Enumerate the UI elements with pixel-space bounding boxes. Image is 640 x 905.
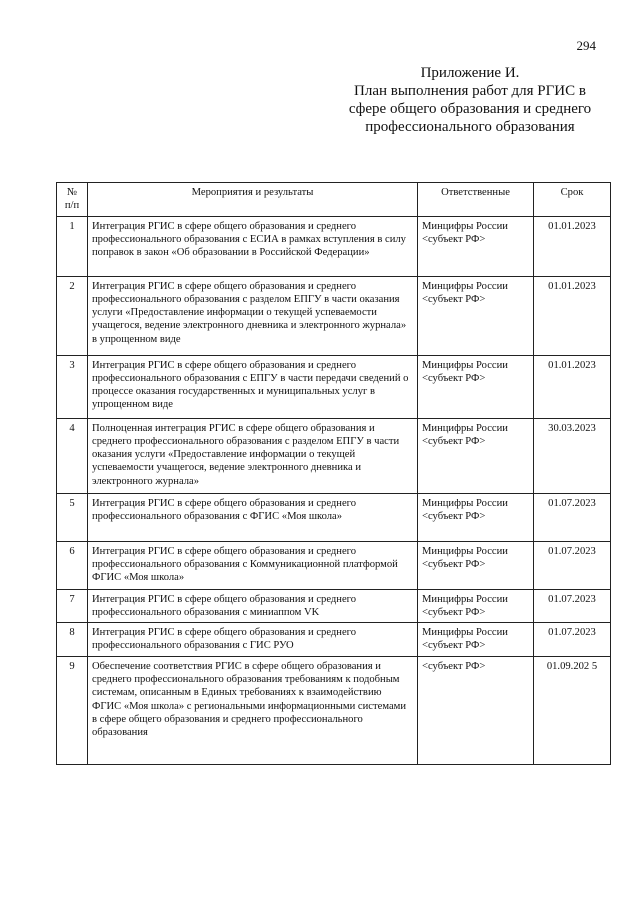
row-responsible: Минцифры России <субъект РФ> xyxy=(418,276,534,355)
row-deadline: 01.07.2023 xyxy=(534,541,611,589)
plan-table xyxy=(56,182,611,765)
table-row xyxy=(57,493,611,541)
appendix-title: Приложение И. xyxy=(420,65,520,81)
row-number: 8 xyxy=(57,623,88,657)
row-deadline: 01.01.2023 xyxy=(534,355,611,418)
row-deadline: 01.07.2023 xyxy=(534,493,611,541)
row-number: 9 xyxy=(57,656,88,764)
header-number xyxy=(57,183,88,217)
table-row xyxy=(57,276,611,355)
row-activity: Обеспечение соответствия РГИС в сфере общего образования и среднего профессионального образования требованиям к подобным системам, описанным в Единых требованиях к взаимодействию ФГИС «Моя школа» с региональными информационными системами в сфере общего образования и среднего профессионального образования xyxy=(88,656,418,764)
row-deadline: 01.01.2023 xyxy=(534,216,611,276)
table-row xyxy=(57,418,611,493)
page-number: 294 xyxy=(576,38,596,53)
header-responsible: Ответственные xyxy=(418,183,534,217)
row-deadline: 01.07.2023 xyxy=(534,589,611,623)
table-row xyxy=(57,541,611,589)
header-activity: Мероприятия и результаты xyxy=(88,183,418,217)
appendix-header xyxy=(330,64,610,136)
row-activity: Интеграция РГИС в сфере общего образования и среднего профессионального образования с ГИС РУО xyxy=(88,623,418,657)
row-number: 3 xyxy=(57,355,88,418)
row-responsible: Минцифры России <субъект РФ> xyxy=(418,589,534,623)
plan-title-line-1: План выполнения работ для РГИС в xyxy=(354,83,586,99)
row-number: 5 xyxy=(57,493,88,541)
row-activity: Интеграция РГИС в сфере общего образования и среднего профессионального образования с ЕПГУ в части передачи сведений о процессе оказания государственных и муниципальных услуг в упрощенном виде xyxy=(88,355,418,418)
row-activity: Интеграция РГИС в сфере общего образования и среднего профессионального образования с ЕСИА в рамках вступления в силу поправок в закон «Об образовании в Российской Федерации» xyxy=(88,216,418,276)
row-deadline: 30.03.2023 xyxy=(534,418,611,493)
header-number-line-1: № xyxy=(66,187,78,198)
row-number: 2 xyxy=(57,276,88,355)
header-number-line-2: п/п xyxy=(64,200,80,212)
table-row xyxy=(57,216,611,276)
row-responsible: Минцифры России <субъект РФ> xyxy=(418,493,534,541)
row-responsible: Минцифры России <субъект РФ> xyxy=(418,418,534,493)
row-activity: Интеграция РГИС в сфере общего образования и среднего профессионального образования с миниаппом VK xyxy=(88,589,418,623)
plan-title-line-2: сфере общего образования и среднего xyxy=(348,101,592,117)
row-activity: Интеграция РГИС в сфере общего образования и среднего профессионального образования с ФГИС «Моя школа» xyxy=(88,493,418,541)
row-activity: Полноценная интеграция РГИС в сфере общего образования и среднего профессионального образования с разделом ЕПГУ в части оказания услуги «Предоставление информации о текущей успеваемости учащегося, ведение электронного дневника и электронного журнала» xyxy=(88,418,418,493)
row-deadline: 01.09.202 5 xyxy=(534,656,611,764)
row-responsible: Минцифры России <субъект РФ> xyxy=(418,355,534,418)
row-number: 1 xyxy=(57,216,88,276)
table-row xyxy=(57,656,611,764)
row-number: 6 xyxy=(57,541,88,589)
row-deadline: 01.01.2023 xyxy=(534,276,611,355)
row-deadline: 01.07.2023 xyxy=(534,623,611,657)
row-number: 7 xyxy=(57,589,88,623)
table-header-row xyxy=(57,183,611,217)
row-responsible: Минцифры России <субъект РФ> xyxy=(418,623,534,657)
table-row xyxy=(57,355,611,418)
row-number: 4 xyxy=(57,418,88,493)
row-activity: Интеграция РГИС в сфере общего образования и среднего профессионального образования с Коммуникационной платформой ФГИС «Моя школа» xyxy=(88,541,418,589)
row-responsible: <субъект РФ> xyxy=(418,656,534,764)
row-activity: Интеграция РГИС в сфере общего образования и среднего профессионального образования с разделом ЕПГУ в части оказания услуги «Предоставление информации о текущей успеваемости учащегося, ведение электронного дневника и электронного журнала» в упрощенном виде xyxy=(88,276,418,355)
table-row xyxy=(57,589,611,623)
row-responsible: Минцифры России <субъект РФ> xyxy=(418,541,534,589)
header-deadline: Срок xyxy=(534,183,611,217)
row-responsible: Минцифры России <субъект РФ> xyxy=(418,216,534,276)
table-row xyxy=(57,623,611,657)
plan-title-line-3: профессионального образования xyxy=(365,119,575,135)
